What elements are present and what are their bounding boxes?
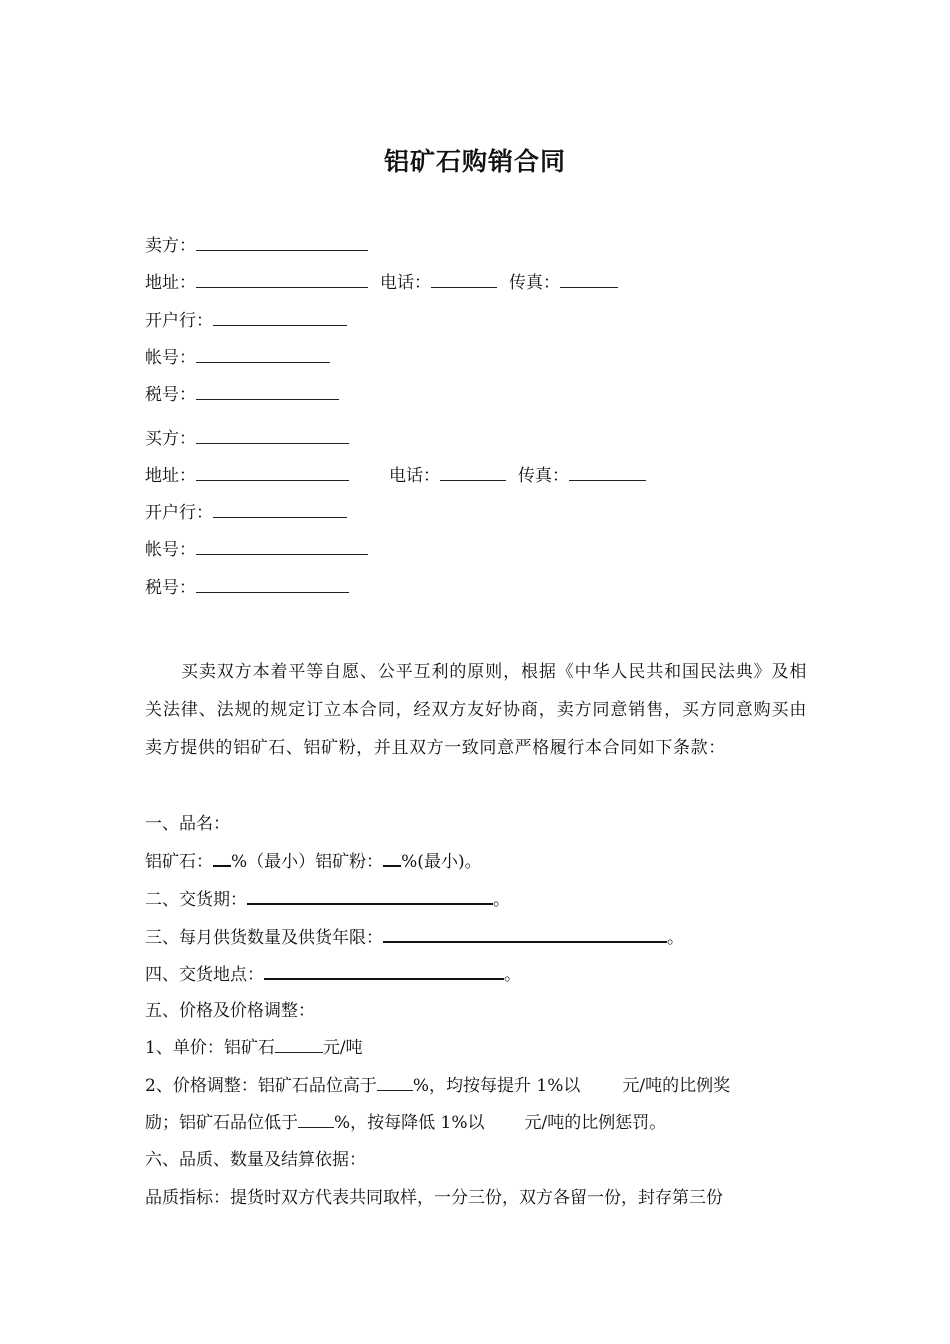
clause-3-line: [145, 925, 684, 950]
seller-fax-blank[interactable]: [560, 271, 618, 288]
ore-grade-blank[interactable]: [213, 849, 231, 867]
delivery-period-blank[interactable]: [247, 887, 493, 905]
buyer-tax-line: [145, 576, 349, 600]
clause-5-2-line-2: [145, 1111, 666, 1135]
seller-phone-label: 电话：: [380, 273, 431, 293]
clause-4-label: 四、交货地点：: [145, 965, 264, 985]
buyer-address-label: 地址：: [145, 466, 196, 486]
buyer-tax-label: 税号：: [145, 578, 196, 598]
buyer-address-line: [145, 464, 646, 488]
price-adjust-b: %，均按每提升 1%以: [412, 1076, 581, 1096]
seller-tax-blank[interactable]: [196, 383, 339, 400]
seller-account-line: [145, 346, 330, 370]
seller-phone-blank[interactable]: [431, 271, 497, 288]
unit-price-prefix: 1、单价：铝矿石: [145, 1038, 275, 1058]
price-adjust-a: 2、价格调整：铝矿石品位高于: [145, 1076, 377, 1096]
price-adjust-f: 元/吨的比例惩罚。: [524, 1113, 667, 1133]
unit-price-suffix: 元/吨: [322, 1038, 363, 1058]
clause-2-end: 。: [493, 890, 510, 910]
buyer-bank-blank[interactable]: [213, 501, 347, 518]
seller-fax-label: 传真：: [509, 273, 560, 293]
seller-party-line: [145, 234, 368, 258]
clause-1-heading: 一、品名：: [145, 814, 230, 834]
clause-2-label: 二、交货期：: [145, 890, 247, 910]
ore-grade-prefix: 铝矿石：: [145, 852, 213, 872]
unit-price-blank[interactable]: [275, 1036, 323, 1053]
ore-grade-mid: %（最小）铝矿粉：: [231, 852, 384, 872]
seller-tax-label: 税号：: [145, 385, 196, 405]
clause-4-end: 。: [504, 965, 521, 985]
price-adjust-e: %，按每降低 1%以: [334, 1113, 485, 1133]
seller-account-label: 帐号：: [145, 348, 196, 368]
buyer-name-blank[interactable]: [196, 427, 349, 444]
seller-bank-line: [145, 309, 347, 333]
clause-6-heading: 六、品质、数量及结算依据：: [145, 1150, 366, 1170]
seller-account-blank[interactable]: [196, 346, 330, 363]
price-adjust-d: 励；铝矿石品位低于: [145, 1113, 298, 1133]
clause-3-label: 三、每月供货数量及供货年限：: [145, 928, 383, 948]
buyer-fax-blank[interactable]: [569, 464, 646, 481]
seller-party-label: 卖方：: [145, 236, 196, 256]
seller-name-blank[interactable]: [196, 234, 368, 251]
price-adjust-c: 元/吨的比例奖: [622, 1076, 731, 1096]
buyer-account-line: [145, 538, 368, 562]
powder-grade-blank[interactable]: [383, 849, 401, 867]
buyer-bank-line: [145, 501, 347, 525]
clause-6-text: 品质指标：提货时双方代表共同取样，一分三份，双方各留一份，封存第三份: [145, 1188, 723, 1208]
seller-address-blank[interactable]: [196, 271, 368, 288]
clause-3-end: 。: [667, 928, 684, 948]
upper-grade-blank[interactable]: [377, 1074, 413, 1091]
clause-2-line: [145, 887, 510, 912]
buyer-party-line: [145, 427, 349, 451]
lower-grade-blank[interactable]: [298, 1111, 334, 1128]
buyer-account-label: 帐号：: [145, 540, 196, 560]
buyer-account-blank[interactable]: [196, 538, 368, 555]
buyer-bank-label: 开户行：: [145, 503, 213, 523]
buyer-fax-label: 传真：: [518, 466, 569, 486]
buyer-address-blank[interactable]: [196, 464, 349, 481]
seller-tax-line: [145, 383, 339, 407]
seller-address-line: [145, 271, 618, 295]
seller-bank-label: 开户行：: [145, 311, 213, 331]
clause-5-2-line-1: [145, 1074, 730, 1098]
seller-bank-blank[interactable]: [213, 309, 347, 326]
clause-1-grade-line: [145, 849, 482, 874]
buyer-tax-blank[interactable]: [196, 576, 349, 593]
clause-5-heading: 五、价格及价格调整：: [145, 1001, 315, 1021]
buyer-phone-label: 电话：: [389, 466, 440, 486]
clause-5-1-line: [145, 1036, 363, 1060]
intro-paragraph: 买卖双方本着平等自愿、公平互利的原则，根据《中华人民共和国民法典》及相关法律、法规的规定订立本合同，经双方友好协商，卖方同意销售，买方同意购买由卖方提供的铝矿石、铝矿粉，并且双方一致同意严格履行本合同如下条款：: [145, 662, 807, 758]
delivery-location-blank[interactable]: [264, 962, 504, 980]
supply-quantity-blank[interactable]: [383, 925, 667, 943]
buyer-phone-blank[interactable]: [440, 464, 506, 481]
ore-grade-end: %(最小)。: [401, 852, 482, 872]
clause-4-line: [145, 962, 521, 987]
buyer-party-label: 买方：: [145, 429, 196, 449]
document-title: 铝矿石购销合同: [383, 147, 566, 176]
seller-address-label: 地址：: [145, 273, 196, 293]
